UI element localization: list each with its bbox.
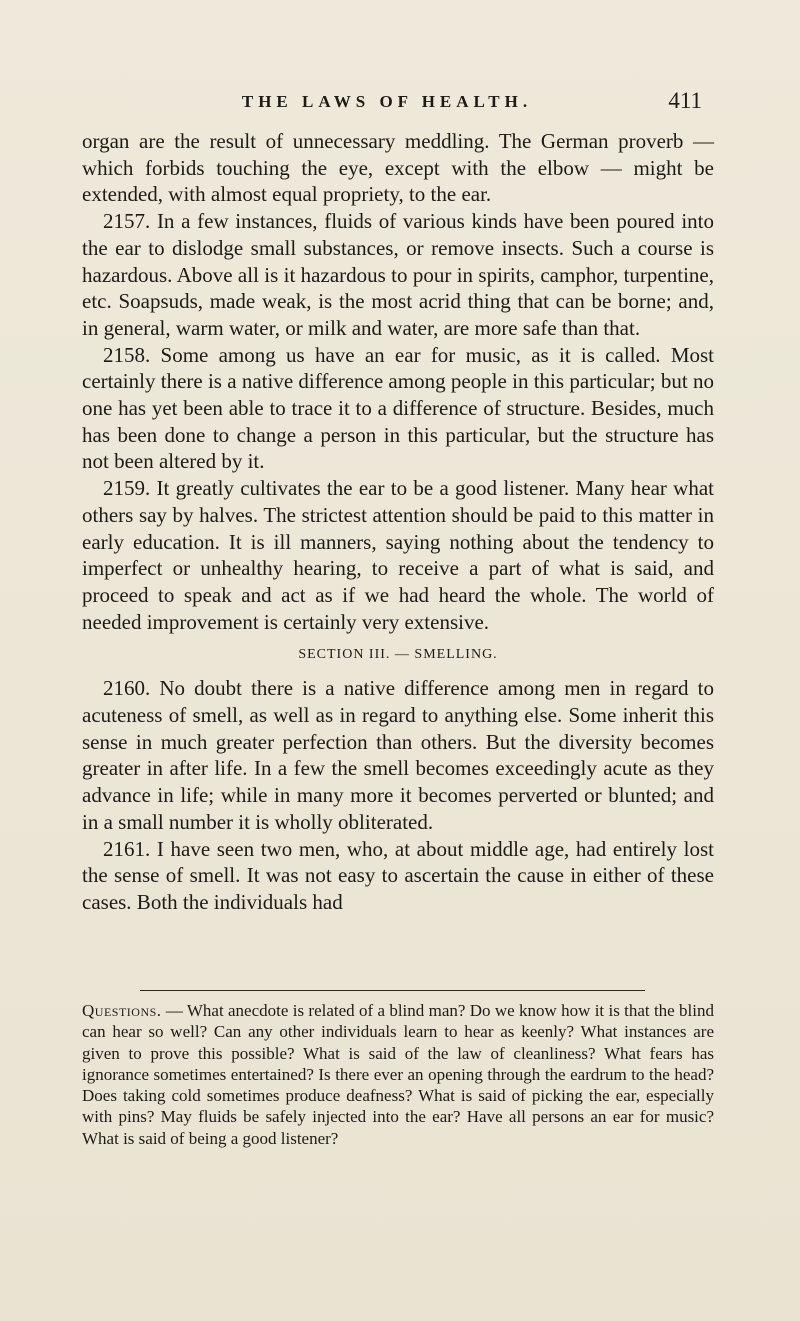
paragraph-2160: 2160. No doubt there is a native difference among men in regard to acuteness of smell, as well as in regard to anything else. Some inherit this sense in much greater perfection than others. But the diversity becomes greater in after life. In a few the smell becomes exceedingly acute as they advance in life; while in many more it becomes perverted or blunted; and in a small number it is wholly obliterated. xyxy=(82,676,714,834)
running-title: THE LAWS OF HEALTH. xyxy=(241,92,533,111)
paragraph-2159: 2159. It greatly cultivates the ear to be a good listener. Many hear what others say by halves. The strictest attention should be paid to this matter in early education. It is ill manners, saying nothing about the tendency to imperfect or unhealthy hearing, to receive a part of what is said, and proceed to speak and act as if we had heard the whole. The world of needed improvement is certainly very extensive. xyxy=(82,476,714,634)
page-number: 411 xyxy=(668,88,702,113)
main-text xyxy=(82,128,714,916)
paragraph-continuation: organ are the result of unnecessary meddling. The German proverb — which forbids touching the eye, except with the elbow — might be extended, with almost equal propriety, to the ear. xyxy=(82,129,714,207)
paragraph-2157: 2157. In a few instances, fluids of various kinds have been poured into the ear to dislodge small substances, or remove insects. Such a course is hazardous. Above all is it hazardous to pour in spirits, camphor, turpentine, etc. Soapsuds, made weak, is the most acrid thing that can be borne; and, in general, warm water, or milk and water, are more safe than that. xyxy=(82,209,714,340)
paragraph-2161: 2161. I have seen two men, who, at about middle age, had entirely lost the sense of smell. It was not easy to ascertain the cause in either of these cases. Both the individuals had xyxy=(82,836,714,914)
questions-label: Questions. xyxy=(82,1001,162,1020)
paragraph-2158: 2158. Some among us have an ear for music, as it is called. Most certainly there is a native difference among people in this particular; but no one has yet been able to trace it to a difference of structure. Besides, much has been done to change a person in this particular, but the structure has not been altered by it. xyxy=(82,342,714,474)
questions-text: — What anecdote is related of a blind man? Do we know how it is that the blind can hear so well? Can any other individuals learn to hear as keenly? What instances are given to prove this possible? What is said of the law of cleanliness? What fears has ignorance sometimes entertained? Is there ever an opening through the eardrum to the head? Does taking cold sometimes produce deafness? What is said of picking the ear, especially with pins? May fluids be safely injected into the ear? Have all persons an ear for music? What is said of being a good listener? xyxy=(82,1001,714,1148)
questions-footnote xyxy=(82,1000,714,1149)
section-heading: SECTION III. — SMELLING. xyxy=(298,647,498,663)
page-header xyxy=(132,88,702,122)
footnote-divider xyxy=(140,990,645,991)
